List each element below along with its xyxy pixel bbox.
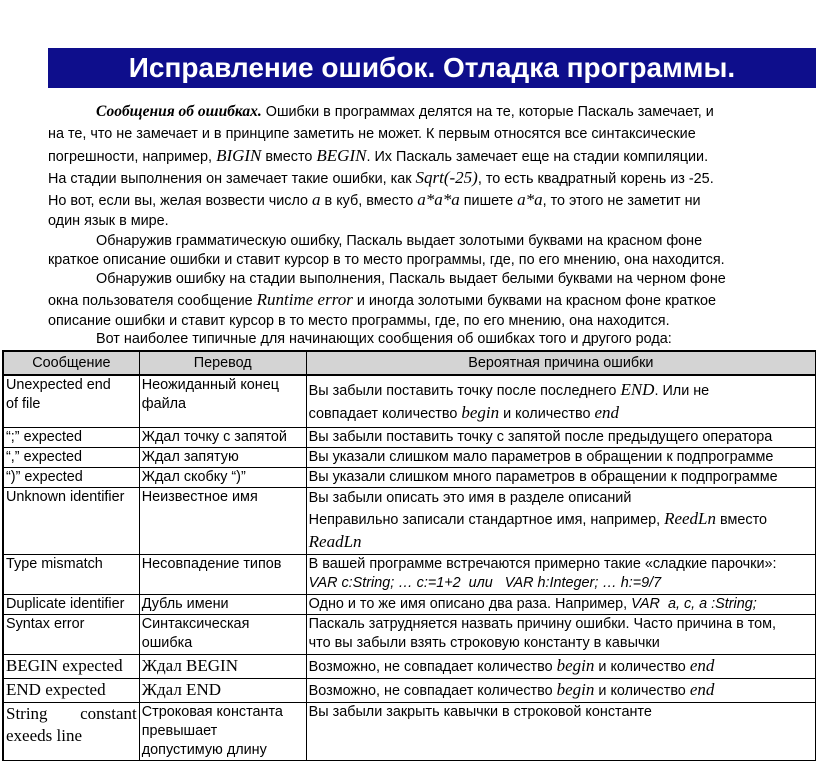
paragraph-line [48,145,816,167]
code-sqrt: Sqrt(-25) [415,168,478,187]
table-row [3,487,816,554]
text-span: и количество [594,658,690,675]
cell-line: Unexpected end [6,377,111,393]
code-aa: a*a [517,190,543,209]
code-begin: begin [556,679,595,699]
translation-cell [139,678,306,702]
message-cell: Unknown identifier [3,487,139,554]
text-span: , то этого не заметит ни [542,193,701,209]
message-cell: END expected [3,678,139,702]
cell-line: VAR c:String; … c:=1+2 или VAR h:Integer; … h:=9/7 [308,574,662,591]
text-span: в куб, вместо [320,193,418,209]
code-duplicate-example: VAR a, c, a :String; [631,595,757,612]
text-span: и количество [594,682,690,699]
translation-cell: Ждал запятую [139,447,306,467]
text-span: На стадии выполнения он замечает такие ошибки, как [48,171,416,187]
cell-line: В вашей программе встречаются примерно такие «сладкие парочки»: [308,555,777,572]
cell-line [309,379,813,402]
text-span: Ждал BEGIN [141,655,238,675]
paragraph-line: краткое описание ошибки и ставит курсор в то место программы, где, по его мнению, она находится. [48,252,725,268]
table-row [3,375,816,427]
cause-cell [306,594,815,614]
text-span: . Или не [654,383,710,399]
text-span: пишете [459,193,518,209]
translation-cell: Неизвестное имя [139,487,306,554]
translation-cell: Дубль имени [139,594,306,614]
message-cell: Syntax error [3,614,139,654]
paragraph-line [48,189,816,211]
code-var-a: a [312,190,321,209]
text-span: Возможно, не совпадает количество [308,682,557,699]
column-header-cause: Вероятная причина ошибки [306,351,815,375]
text-span: вместо [261,149,317,165]
paragraph-line [48,289,816,311]
cell-line: Строковая константа [141,703,283,720]
cell-line: ошибка [141,634,193,651]
section-lead: Сообщения об ошибках. [96,103,262,120]
cause-cell [306,487,815,554]
table-row [3,678,816,702]
column-header-message: Сообщение [3,351,139,375]
cell-line [309,531,813,554]
cause-cell: Вы забыли закрыть кавычки в строковой константе [306,702,815,760]
cell-line: of file [6,396,41,412]
message-cell: “)” expected [3,467,139,487]
paragraph-line [48,101,816,123]
error-messages-table [2,350,816,761]
table-row [3,594,816,614]
text-span: погрешности, например, [48,149,217,165]
text-span: и иногда золотыми буквами на красном фоне краткое [352,293,717,309]
text-span: Но вот, если вы, желая возвести число [48,193,313,209]
text-span: , то есть квадратный корень из -25. [477,171,714,187]
cause-cell [306,554,815,594]
message-cell: “;” expected [3,427,139,447]
cause-cell [306,678,815,702]
message-cell: Type mismatch [3,554,139,594]
cell-line: Синтаксическая [141,615,250,632]
text-span: Возможно, не совпадает количество [308,658,557,675]
text-span: Вы забыли поставить точку после последнего [308,383,621,399]
cell-line: Неожиданный конец [141,377,279,393]
cause-cell: Вы забыли поставить точку с запятой после предыдущего оператора [306,427,815,447]
paragraph-line: Обнаружив ошибку на стадии выполнения, Паскаль выдает белыми буквами на черном фоне [96,271,726,287]
table-row [3,654,816,678]
text-span: Ошибки в программах делятся на те, которые Паскаль замечает, и [261,104,714,120]
table-row [3,702,816,760]
cell-line: превышает [141,722,218,739]
translation-cell: Ждал точку с запятой [139,427,306,447]
text-span: вместо [716,511,768,528]
table-row [3,614,816,654]
text-span: Ждал END [141,679,221,699]
message-cell: BEGIN expected [3,654,139,678]
code-end: END [620,380,655,399]
text-span: совпадает количество [308,406,462,422]
cause-cell [306,614,815,654]
code-begin: begin [556,655,595,675]
table-row [3,447,816,467]
paragraph-line: Вот наиболее типичные для начинающих сообщения об ошибках того и другого рода: [96,331,672,347]
cause-cell [306,375,815,427]
text-span: . Их Паскаль замечает еще на стадии компиляции. [366,149,709,165]
table-row [3,467,816,487]
cell-line: допустимую длину [141,741,267,758]
paragraph-line [48,167,816,189]
cell-line: что вы забыли взять строковую константу в кавычки [308,634,660,651]
code-aaa: a*a*a [417,190,460,209]
cell-line: String constant [6,703,137,723]
text-span: окна пользователя сообщение [48,293,257,309]
paragraph-line: один язык в мире. [48,213,169,229]
cause-cell: Вы указали слишком мало параметров в обращении к подпрограмме [306,447,815,467]
code-end: end [594,403,620,422]
message-cell [3,702,139,760]
message-cell: “,” expected [3,447,139,467]
message-cell [3,375,139,427]
paragraph-line: Обнаружив грамматическую ошибку, Паскаль выдает золотыми буквами на красном фоне [96,233,703,249]
translation-cell [139,654,306,678]
table-header-row [3,351,816,375]
code-runtime-error: Runtime error [256,290,353,309]
translation-cell [139,375,306,427]
column-header-translation: Перевод [139,351,306,375]
cell-line [309,508,813,531]
paragraph-line: на те, что не замечает и в принципе заметить не может. К первым относятся все синтаксические [48,126,696,142]
code-bigin: BIGIN [216,146,262,165]
page-title: Исправление ошибок. Отладка программы. [48,48,816,88]
table-row [3,427,816,447]
translation-cell [139,702,306,760]
translation-cell: Несовпадение типов [139,554,306,594]
code-readln: ReadLn [308,531,362,551]
cell-line: exeeds line [6,725,82,745]
code-begin: begin [461,403,500,422]
cell-line [309,402,813,425]
translation-cell [139,614,306,654]
code-reedln: ReedLn [664,508,717,528]
cell-line: файла [141,396,187,412]
text-span: Неправильно записали стандартное имя, например, [308,511,665,528]
text-span: Одно и то же имя описано два раза. Например, [308,595,632,612]
translation-cell: Ждал скобку “)” [139,467,306,487]
cause-cell [306,654,815,678]
code-begin: BEGIN [316,146,367,165]
paragraph-line: описание ошибки и ставит курсор в то место программы, где, по его мнению, она находится. [48,313,670,329]
cause-cell: Вы указали слишком много параметров в обращении к подпрограмме [306,467,815,487]
cell-line: Вы забыли описать это имя в разделе описаний [308,489,632,506]
text-span: и количество [499,406,595,422]
table-row [3,554,816,594]
code-end: end [689,655,715,675]
cell-line: Паскаль затрудняется назвать причину ошибки. Часто причина в том, [308,615,777,632]
code-end: end [689,679,715,699]
message-cell: Duplicate identifier [3,594,139,614]
